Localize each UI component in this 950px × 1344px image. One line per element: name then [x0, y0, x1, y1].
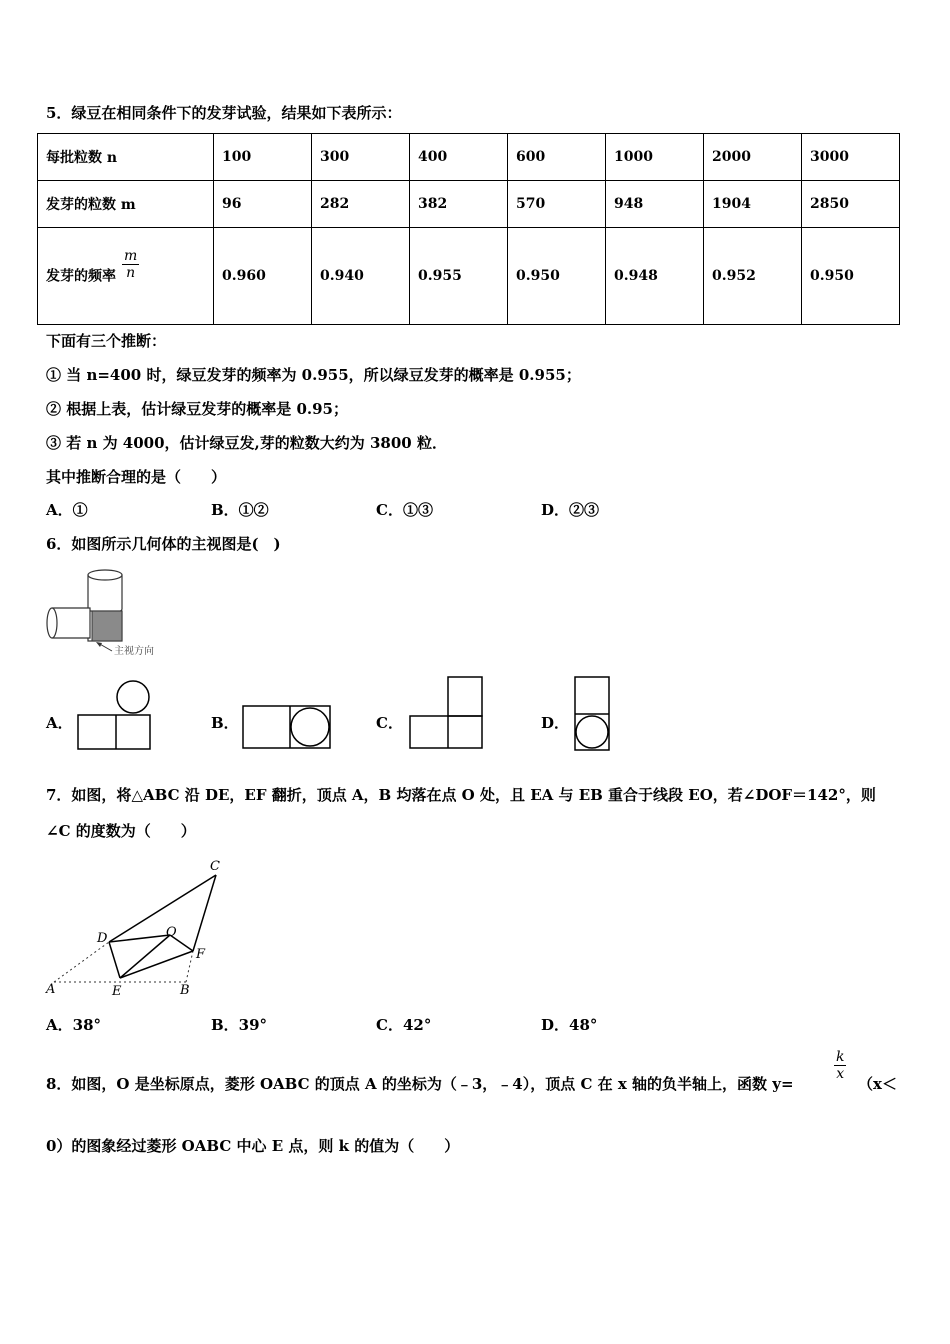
fraction-k-over-x	[834, 1049, 846, 1082]
q5-option-c[interactable]: C．①③	[376, 501, 433, 519]
row-label-n: 每批粒数 n	[38, 134, 214, 181]
q7-option-b[interactable]: B．39°	[211, 1016, 268, 1034]
q6-option-a-figure[interactable]	[76, 678, 154, 752]
q6-option-d-label[interactable]: D．	[541, 714, 570, 732]
q5-intro: 下面有三个推断：	[46, 332, 167, 350]
cell-freq: 0.948	[606, 228, 704, 325]
frac-denominator: x	[836, 1066, 845, 1082]
cell-n: 600	[508, 134, 606, 181]
cell-freq: 0.950	[802, 228, 900, 325]
q5-inference-1: ① 当 n=400 时，绿豆发芽的频率为 0.955，所以绿豆发芽的概率是 0.955；	[46, 366, 581, 384]
q5-option-a[interactable]: A．①	[46, 501, 88, 519]
frequency-label: 发芽的频率	[46, 268, 116, 284]
cell-freq: 0.960	[214, 228, 312, 325]
fraction-m-over-n	[122, 248, 139, 281]
germination-table	[37, 133, 900, 325]
cell-m: 282	[312, 181, 410, 228]
q6-stem: 6．如图所示几何体的主视图是( )	[46, 535, 281, 553]
q6-option-b-figure[interactable]	[241, 704, 333, 750]
row-label-frequency	[38, 228, 214, 325]
cell-n: 2000	[704, 134, 802, 181]
cell-freq: 0.952	[704, 228, 802, 325]
q6-option-d-figure[interactable]	[572, 675, 612, 753]
cell-n: 100	[214, 134, 312, 181]
cell-m: 382	[410, 181, 508, 228]
cell-n: 400	[410, 134, 508, 181]
cell-n: 1000	[606, 134, 704, 181]
q7-triangle-figure	[40, 855, 240, 1005]
cell-freq: 0.955	[410, 228, 508, 325]
q7-option-d[interactable]: D．48°	[541, 1016, 598, 1034]
point-d-label: D	[97, 931, 108, 946]
cell-n: 300	[312, 134, 410, 181]
q7-option-a[interactable]: A．38°	[46, 1016, 102, 1034]
q5-option-d[interactable]: D．②③	[541, 501, 600, 519]
frac-numerator: k	[836, 1049, 845, 1065]
cell-m: 96	[214, 181, 312, 228]
cell-n: 3000	[802, 134, 900, 181]
cell-m: 1904	[704, 181, 802, 228]
q6-option-b-label[interactable]: B．	[211, 714, 239, 732]
q6-option-c-figure[interactable]	[406, 675, 486, 751]
q8-stem-line1: 8．如图，O 是坐标原点，菱形 OABC 的顶点 A 的坐标为（﹣3，﹣4），顶点 C 在 x 轴的负半轴上，函数 y=	[46, 1075, 794, 1093]
cell-freq: 0.940	[312, 228, 410, 325]
q6-option-c-label[interactable]: C．	[376, 714, 403, 732]
q8-stem-tail: （x＜	[858, 1075, 897, 1093]
frac-numerator: m	[124, 247, 138, 264]
q7-option-c[interactable]: C．42°	[376, 1016, 432, 1034]
q6-option-a-label[interactable]: A．	[46, 714, 73, 732]
cell-m: 2850	[802, 181, 900, 228]
point-c-label: C	[210, 859, 220, 874]
cell-freq: 0.950	[508, 228, 606, 325]
q8-stem-line2: 0）的图象经过菱形 OABC 中心 E 点，则 k 的值为（ ）	[46, 1137, 460, 1155]
point-o-label: O	[166, 925, 177, 940]
cell-m: 570	[508, 181, 606, 228]
q5-ask: 其中推断合理的是（ ）	[46, 468, 227, 486]
point-a-label: A	[46, 982, 56, 997]
frac-denominator: n	[126, 264, 136, 281]
q7-stem-line1: 7．如图，将△ABC 沿 DE，EF 翻折，顶点 A，B 均落在点 O 处，且 EA 与 EB 重合于线段 EO，若∠DOF＝142°，则	[46, 786, 876, 804]
row-label-m: 发芽的粒数 m	[38, 181, 214, 228]
q5-inference-3: ③ 若 n 为 4000，估计绿豆发,芽的粒数大约为 3800 粒．	[46, 434, 447, 452]
cell-m: 948	[606, 181, 704, 228]
q5-stem: 5．绿豆在相同条件下的发芽试验，结果如下表所示：	[46, 104, 402, 122]
solid-figure	[44, 565, 169, 665]
q5-inference-2: ② 根据上表，估计绿豆发芽的概率是 0.95；	[46, 400, 348, 418]
q5-option-b[interactable]: B．①②	[211, 501, 269, 519]
view-direction-label: 主视方向	[114, 646, 154, 657]
point-b-label: B	[180, 983, 190, 998]
q7-stem-line2: ∠C 的度数为（ ）	[46, 822, 196, 840]
point-f-label: F	[196, 947, 206, 962]
point-e-label: E	[112, 984, 122, 999]
